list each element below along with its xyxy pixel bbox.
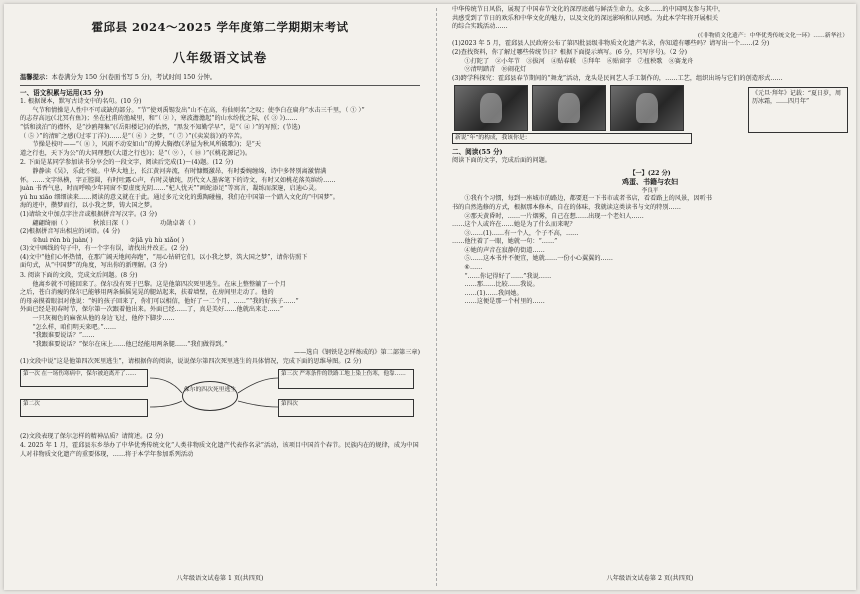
- q3-passage-line: 他离乡就不可能回来了。保尔没有死于巴黎。这是他第四次死里逃生。在床上整整躺了一个月: [32, 280, 287, 288]
- essay-line: ⑥……: [464, 264, 483, 272]
- page-1: [20, 4, 420, 590]
- essay-author: 李良平: [641, 187, 659, 194]
- essay-line: ……这个人或许在……她是为了什么而来呢？: [452, 221, 576, 229]
- q4-sub-2: (2)查找资料，你了解过哪些传统节日？根据下面提示填写。(6 分，只写序号)。（2 分): [452, 48, 688, 56]
- essay-line: ……这便是那一个村里的……: [464, 298, 545, 306]
- mind-map-box-3: 第三次 严寒条件的铁路工地上染上伤寒，他靠……: [278, 369, 414, 389]
- notice-source: (《非物质文化遗产：中华优秀传统文化一环》……新华社）: [697, 32, 848, 39]
- q2-sub: (1)请给文中加点字注音或根据拼音写汉字。(3 分): [20, 210, 158, 218]
- q3-passage-line: “我跟谁要说话？”……: [32, 332, 95, 340]
- essay-line: ④她的声音在寂静的街道……: [464, 246, 545, 254]
- question-1: 1. 根据课本，默写古诗文中的名句。(10 分): [20, 98, 142, 106]
- q2-sub: 翩翩绮丽（ ） 秋浓日深（ ） 功勋卓著（ ）: [32, 219, 200, 227]
- mind-map-box-1: 第一次 在一场伤寒病中，保尔被迫离开了……: [20, 369, 148, 387]
- q3-sub-2: (2)文段表现了保尔怎样的精神品质？请简述。(2 分): [20, 432, 164, 440]
- essay-line: “……你记得好了……”我说……: [464, 272, 552, 280]
- q2-sub: 面句式，从“中国梦”的角度，写出你的新理解。(3 分): [20, 262, 167, 270]
- mind-map-connectors: [20, 369, 420, 431]
- q3-passage-line: 的母亲摸着眼泪对他说：“妈的孩子回来了，你们可以相信，他好了一二个月，……”“我的好孩子……”: [20, 297, 299, 305]
- q3-passage-line: 一只灰褐色的麻雀从他的身边飞过，他停下脚步……: [32, 315, 175, 323]
- question-3: 3. 阅读下面的文段，完成文后问题。(8 分): [20, 272, 138, 280]
- essay-line: ……(1)……我问她。: [464, 289, 523, 297]
- q1-line: 的志存高远(《北冥有鱼》)；坐在杜甫的渔城里，和“（ ② ），寒波澹澹起”的山水纷扰之际，(《 ③ 》)……: [20, 115, 298, 123]
- mind-map-box-4[interactable]: 第四次: [278, 399, 414, 417]
- section-heading: 一、语文积累与运用(35 分): [20, 88, 104, 97]
- q2-passage-line: juàn 书香气息，时而呼唤少年同窗不要虚度光阴……“杞人忧天”“画蛇添足”等寓言，凝练而深邃，启迪心灵。: [20, 185, 321, 193]
- essay-line: ②那天黄昏时，……一片烟雾，自己在想……出现一个老妇人……: [464, 212, 644, 220]
- q3-passage-line: 外面已经是初春时节，保尔第一次跟着他出来。外面已经……了，真是美好……他就出来走……”: [20, 306, 284, 314]
- options-line: ⑨清明踏青 ⑩闹花灯: [464, 66, 527, 74]
- q1-line: 气节和情操是人性中不可或缺的部分。“节”使刘禹锡发出“山不在高，有仙则名”之叹；使李白在扁舟“水击三千里，（ ① ）”: [32, 106, 365, 114]
- q2-sub: (2)根据拼音写出相应的词语。(4 分): [20, 228, 120, 236]
- page-footer: 八年级语文试卷第 2 页(共四页): [606, 575, 694, 583]
- q2-passage-line: yú hu xiāo 细细读来……阅读的意义就在于此。通过多元文化的熏陶碰撞，我们在中国第一个踏入文化的“中国梦”。: [20, 193, 339, 201]
- dragon-photo-3: [610, 85, 684, 131]
- q2-sub: (4)文中“他们心怀热情，在那广阔天地间奔跑”，“用心钻研它们，以小我之梦，筑大国之梦”，请你仿照下: [20, 253, 308, 261]
- q2-sub: (3)文中画线的句子中，有一个字有误，请找出并改正。(2 分): [20, 245, 188, 253]
- mind-map-center: 保尔的四次死里逃生: [182, 381, 238, 411]
- essay-line: 书的自然选修的方式，根据那本修本，自在的体味，我就读这类读书与文的特别……: [452, 203, 681, 211]
- essay-line: ⑤……这本书并不便宜，她就……一份小心翼翼的……: [464, 255, 613, 263]
- essay-line: ③……(1)……有一个人，个子不高，……: [464, 229, 579, 237]
- q1-line: （ ⑤ ）”的清旷之感(《过零丁洋》)……是“（ ⑥ ）之梦，“（ ⑦ ）”(《卖炭翁》)的辛苦。: [20, 132, 246, 140]
- options-line: ①打陀了 ②小年节 ③拔河 ④贴春联 ⑤拜年 ⑥贴窗字 ⑦扭秧歌 ⑧赛龙舟: [464, 57, 694, 65]
- q2-passage-line: 静静读《吴》，乐此不疲。中华大地上，长江黄河奔流，有时慷慨激昂，有时委婉缠绵，诗中多替别离激情满: [32, 167, 327, 175]
- q2-sub: ①huì rén bù juàn( ) ②jiā yù hù xiǎo( ): [32, 236, 184, 244]
- question-4: 4. 2025 年 1 月，霍邱县东乡举办了中华优秀传统文化“人类非物质文化遗产代表作名录”活动，该项目中国首个春节。民族内在的规律，成为中国人对非物质文化遗产的重要体现，……将于本学年参加系列活动: [20, 442, 419, 458]
- essay-line: ……他往着了一眼，她就一句：“……”: [452, 238, 558, 246]
- essay-line: ……那……比较……我说。: [464, 281, 539, 289]
- mind-map-diagram: [20, 369, 420, 431]
- answer-box[interactable]: 新说“年”的构成，我该你是：: [452, 133, 692, 144]
- intro-line: 中华传统节日风俗，展现了中国春节文化的深厚底蕴与鲜活生命力。众多……的中国网友参与其中，: [452, 6, 725, 13]
- exam-title: 八年级语文试卷: [172, 50, 268, 65]
- page-2: [452, 4, 848, 590]
- intro-line: 共感受到了节日的欢乐和中华文化的魅力，以及文化的深远影响和认同感。为此本学年将开展相关: [452, 14, 719, 22]
- section-heading: 二、阅读(55 分): [452, 148, 503, 157]
- image-row: [452, 85, 848, 145]
- q3-passage-line: 之后，苍白消瘦的保尔已能够用两条摇摇晃晃的腿站起来，扶着墙壁，在房间里走动了。他的: [20, 289, 274, 297]
- page-divider: [436, 8, 437, 586]
- q2-passage-line: 海的迹中，攒梦而行，以小我之梦，铸大国之梦。: [20, 202, 157, 210]
- essay-line: ①我有个习惯，每到一座城市的路边，都要逛一下书市或者书店，看看路上的风景，因听书: [464, 195, 712, 203]
- poem-box: 《元旦·拜年》记载：“夏日岁，周历冰霜，……四月年”: [748, 87, 848, 133]
- page-footer: 八年级语文试卷第 1 页(共四页): [176, 575, 264, 583]
- exam-tip: 温馨提示：本卷满分为 150 分(卷面书写 5 分)，考试时间 150 分钟。: [20, 74, 420, 86]
- reading-intro: 阅读下面的文字，完成后面的问题。: [452, 156, 551, 164]
- mind-map-box-2[interactable]: 第二次: [20, 399, 148, 417]
- intro-line: 的综合实践活动……: [452, 23, 508, 31]
- q4-sub-3: (3)跨学科探究：霍邱县春节期间的“舞龙”活动，龙头是民间艺人手工制作的，……工艺，组织出场与它们的创造形式……: [452, 74, 783, 82]
- exam-header: 霍邱县 2024～2025 学年度第二学期期末考试: [91, 20, 349, 34]
- q3-passage-line: “怎么样，咱们明天来吧。”……: [32, 323, 117, 331]
- dragon-photo-1: [454, 85, 528, 131]
- q3-passage-line: “我跟谁要说话？”保尔在床上……他已经能用两条腿……“我们做得到。”: [32, 340, 228, 348]
- q1-line: 道之行也，天下为公”的大同理想(《大道之行也》)；是“（ ⑨ ），（ ⑩ ）”(《桃花源记》)。: [20, 149, 252, 157]
- q1-line: “恬和淡泊”的襟怀，是“沙鸥翔集”(《岳阳楼记》)的怡然，“黑发不知勤学早”，是“（ ④ ）”的写照；(节选): [20, 123, 301, 131]
- dragon-photo-2: [532, 85, 606, 131]
- q3-sub-1: (1)文段中说“这是他第四次死里逃生”，请根据你的阅读，说说保尔第四次死里逃生的具体情况，完成下面的思维导图。(2 分): [20, 358, 362, 365]
- exam-sheet: [4, 4, 856, 590]
- q2-passage-line: 怀。……文字纵横，字正腔圆，有时吐露心声，有时灵敏纯，历代文人墨客笔下的诗文，有时又如桃花落英缤纷……: [20, 176, 336, 184]
- q3-source: ——选自《钢铁是怎样炼成的》第二部第三章): [293, 349, 420, 357]
- q4-sub-1: (1)2023 年 5 月，霍邱县人民政府公布了第四批县级非物质文化遗产名录，你知道有哪些吗？请写出一个……(2 分): [452, 40, 770, 48]
- question-2: 2. 下面是某同学参加读书分享会的一段文字，阅读后完成(1)～(4)题。(12 分): [20, 159, 234, 167]
- part-heading: 【一】(22 分): [629, 169, 671, 177]
- essay-title: 鸡蛋、书籍与农妇: [622, 177, 678, 187]
- q1-line: 节操是枝叶——“（ ⑧ ），风雨不动安如山”的博大胸襟(《茅屋为秋风所破歌》)；是“天: [32, 141, 261, 149]
